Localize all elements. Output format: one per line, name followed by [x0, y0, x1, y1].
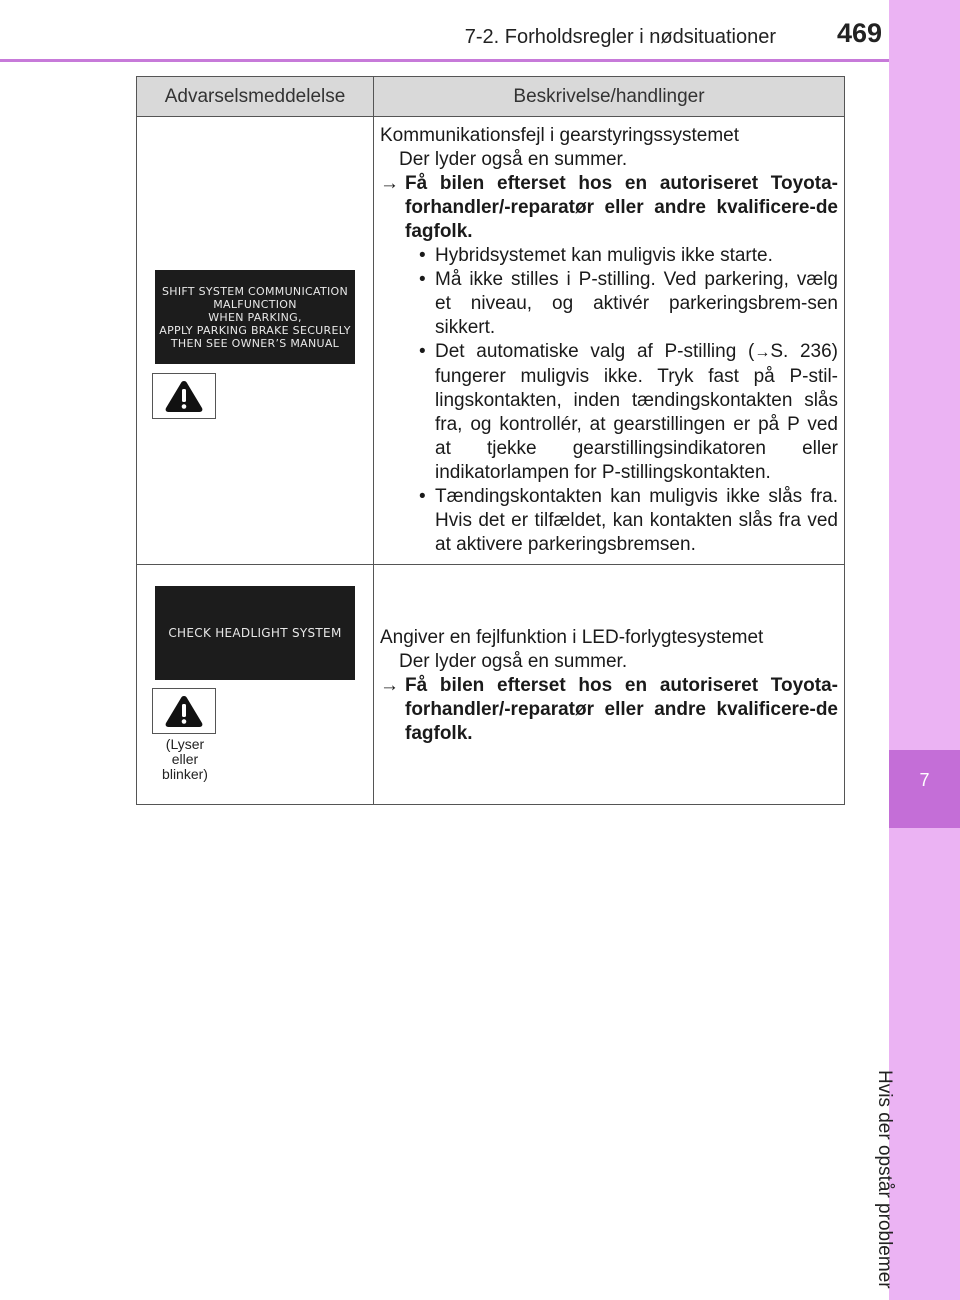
description-note: Der lyder også en summer.	[399, 651, 628, 672]
arrow-icon: →	[380, 173, 399, 194]
page-reference[interactable]: S. 236)	[770, 341, 838, 362]
list-item-text: fungerer muligvis ikke. Tryk fast på P-stil-lingskontakten, inden tændingskontakten slås fra, og kontrollér, at gearstillingen er på P ved at tjekke gearstillingsindikatoren eller indikatorlampen for P-stillingskontakten.	[435, 366, 838, 483]
warning-triangle-icon	[164, 379, 204, 413]
list-item	[380, 244, 838, 268]
display-line: THEN SEE OWNER’S MANUAL	[170, 336, 340, 350]
list-item-text: Tændingskontakten kan muligvis ikke slås fra. Hvis det er tilfældet, kan kontakten slås fra ved at aktivere parkeringsbremsen.	[435, 486, 838, 555]
list-item	[380, 485, 838, 557]
list-item	[380, 340, 838, 485]
warning-triangle-icon	[164, 694, 204, 728]
page-number: 469	[836, 18, 882, 48]
row-divider	[137, 564, 844, 565]
caption-line: (Lyser	[165, 736, 205, 752]
table-header	[137, 77, 844, 117]
chapter-number: 7	[919, 770, 930, 790]
warning-light-box	[152, 373, 216, 419]
bullet-icon: •	[419, 486, 426, 507]
description-title: Kommunikationsfejl i gearstyringssystemet	[380, 125, 740, 146]
display-headlight-message	[155, 586, 355, 680]
description-title: Angiver en fejlfunktion i LED-forlygtesystemet	[380, 627, 764, 648]
list-item	[380, 268, 838, 340]
chapter-title: Hvis der opstår problemer	[874, 1070, 895, 1289]
column-header-message: Advarselsmeddelelse	[164, 86, 346, 107]
action-text: Få bilen efterset hos en autoriseret Toyota-forhandler/-reparatør eller andre kvalificere-de fagfolk.	[405, 675, 838, 744]
header-rule	[0, 59, 889, 62]
arrow-icon: →	[754, 344, 771, 361]
display-line: CHECK HEADLIGHT SYSTEM	[168, 626, 342, 640]
description-shift-system	[380, 124, 838, 557]
display-line: WHEN PARKING,	[208, 310, 302, 324]
action-instruction	[380, 172, 838, 244]
chapter-side-tab	[889, 0, 960, 1300]
column-divider	[373, 77, 374, 804]
list-item-text: Må ikke stilles i P-stilling. Ved parkering, vælg et niveau, og aktivér parkeringsbrem-sen sikkert.	[435, 269, 838, 338]
caption-line: eller	[171, 751, 199, 767]
bullet-icon: •	[419, 341, 426, 362]
arrow-icon: →	[380, 675, 399, 696]
section-title: 7-2. Forholdsregler i nødsituationer	[464, 26, 776, 48]
warning-light-box	[152, 688, 216, 734]
display-line: SHIFT SYSTEM COMMUNICATION	[161, 284, 349, 298]
action-text: Få bilen efterset hos en autoriseret Toyota-forhandler/-reparatør eller andre kvalificere-de fagfolk.	[405, 173, 838, 242]
description-note: Der lyder også en summer.	[399, 149, 628, 170]
warning-light-caption	[147, 737, 223, 782]
display-shift-system-message	[155, 270, 355, 364]
caption-line: blinker)	[162, 766, 208, 782]
display-line: MALFUNCTION	[213, 297, 297, 311]
column-header-description: Beskrivelse/handlinger	[513, 86, 705, 107]
bullet-icon: •	[419, 269, 426, 290]
list-item-text: Hybridsystemet kan muligvis ikke starte.	[435, 245, 773, 266]
action-instruction	[380, 674, 838, 746]
bullet-icon: •	[419, 245, 426, 266]
description-headlight-system	[380, 626, 838, 746]
warning-message-table	[136, 76, 845, 805]
display-line: APPLY PARKING BRAKE SECURELY	[159, 323, 351, 337]
list-item-text: Det automatiske valg af P-stilling (	[435, 341, 755, 362]
